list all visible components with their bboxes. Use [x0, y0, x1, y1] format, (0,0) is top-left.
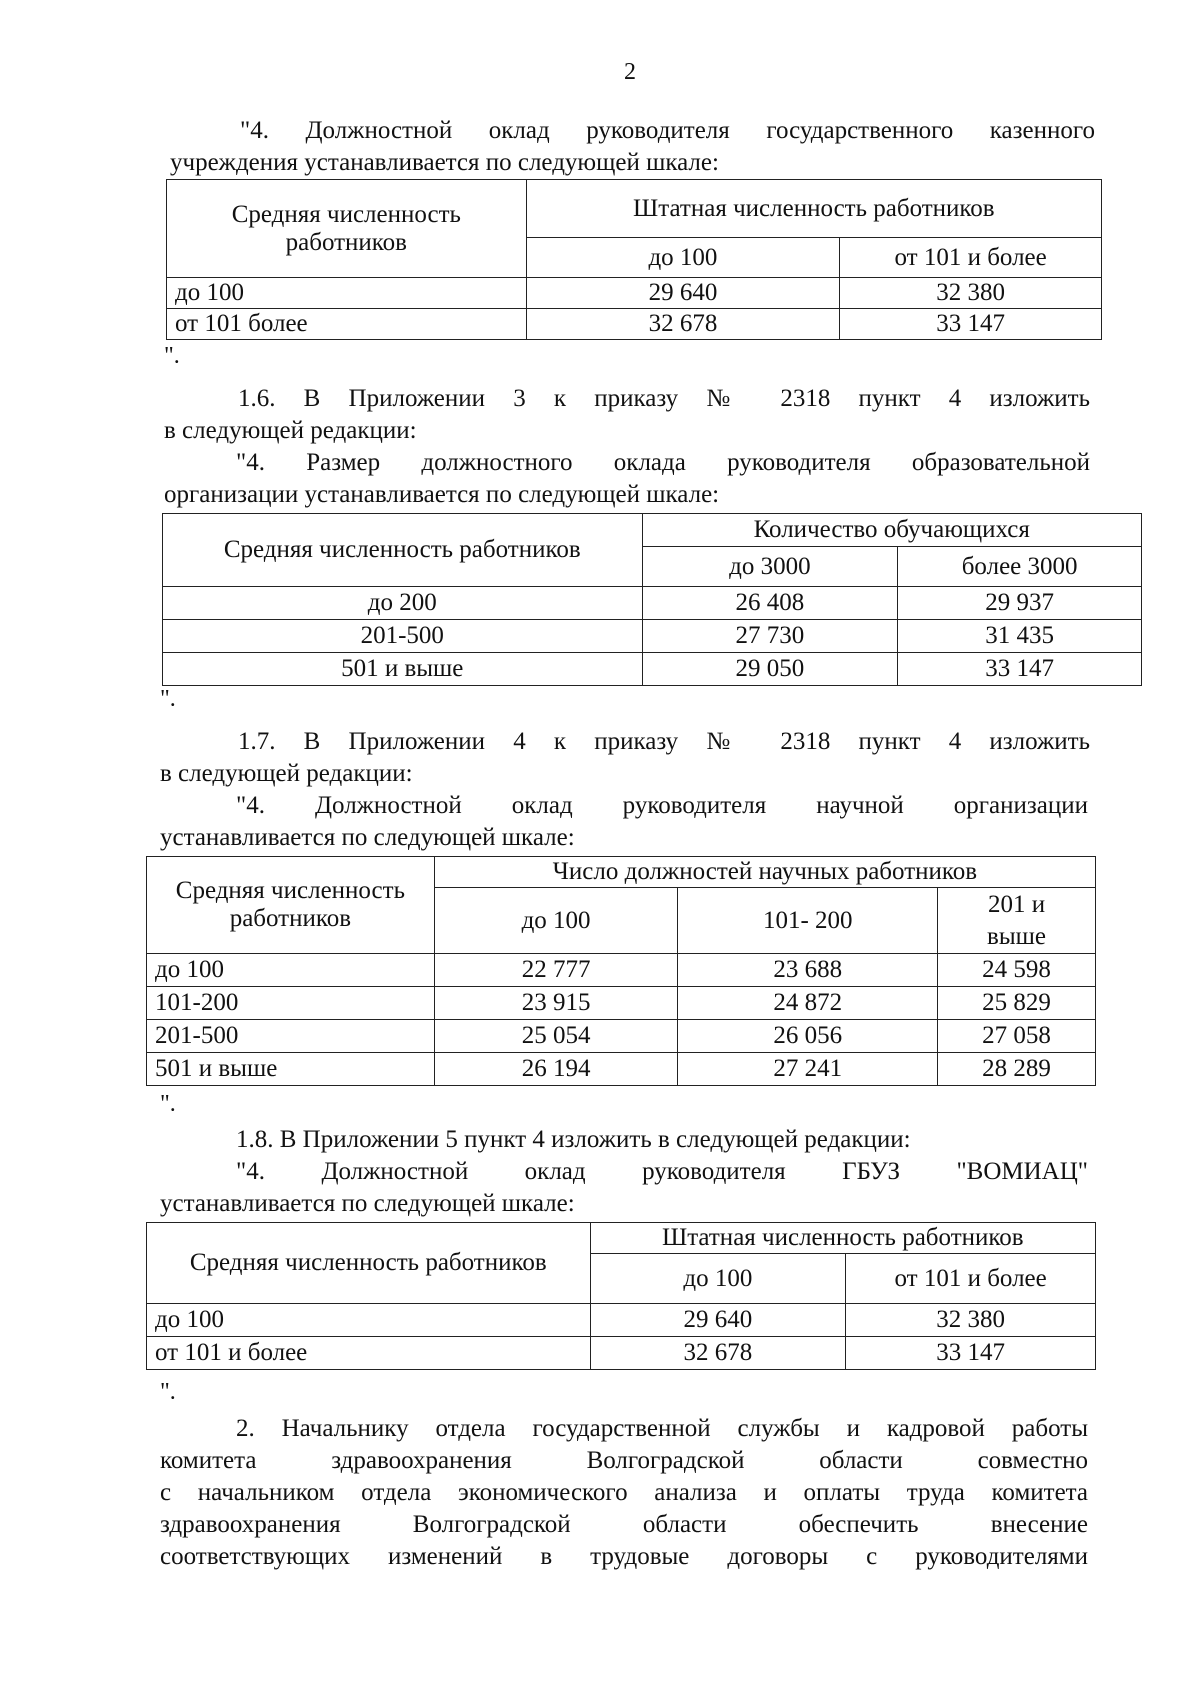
table-cell: 26 408	[642, 587, 898, 620]
table-cell: 27 241	[678, 1053, 938, 1086]
row-header: Средняя численность работников	[147, 857, 435, 954]
table-cell: 23 688	[678, 954, 938, 987]
row-label: до 100	[167, 278, 527, 309]
row-label: до 100	[147, 954, 435, 987]
row-label: 501 и выше	[163, 653, 643, 686]
row-label: от 101 и более	[147, 1337, 591, 1370]
table-cell: 25 054	[434, 1020, 678, 1053]
table-row	[163, 653, 1142, 686]
table-cell: 32 678	[590, 1337, 846, 1370]
section3-salary-table	[146, 856, 1096, 1086]
row-label: 101-200	[147, 987, 435, 1020]
table-cell: 29 640	[590, 1304, 846, 1337]
table-cell: 33 147	[840, 309, 1102, 340]
section2-item-line2: в следующей редакции:	[164, 417, 417, 444]
row-label: до 100	[147, 1304, 591, 1337]
table-row	[147, 1304, 1096, 1337]
table-row	[147, 1053, 1096, 1086]
column-header: 201 и выше	[938, 888, 1096, 954]
section4-item-line1: 1.8. В Приложении 5 пункт 4 изложить в следующей редакции:	[236, 1126, 911, 1153]
table-cell: 29 937	[898, 587, 1142, 620]
section4-salary-table	[146, 1222, 1096, 1370]
row-header: Средняя численность работников	[147, 1223, 591, 1304]
paragraph2-line4: здравоохранения Волгоградской области обеспечить внесение	[160, 1511, 1088, 1538]
section1-salary-table	[166, 179, 1102, 340]
paragraph2-line2: комитета здравоохранения Волгоградской области совместно	[160, 1447, 1088, 1474]
row-label: до 200	[163, 587, 643, 620]
closing-quote: ".	[160, 1379, 176, 1405]
section3-intro-line2: устанавливается по следующей шкале:	[160, 824, 575, 851]
table-cell: 32 380	[840, 278, 1102, 309]
table-cell: 28 289	[938, 1053, 1096, 1086]
table-row	[163, 620, 1142, 653]
paragraph2-line5: соответствующих изменений в трудовые договоры с руководителями	[160, 1543, 1088, 1570]
paragraph2-line1: 2. Начальнику отдела государственной службы и кадровой работы	[236, 1415, 1088, 1442]
table-row	[147, 1337, 1096, 1370]
closing-quote: ".	[160, 686, 176, 712]
group-header: Штатная численность работников	[590, 1223, 1095, 1254]
table-cell: 25 829	[938, 987, 1096, 1020]
closing-quote: ".	[160, 1091, 176, 1117]
table-cell: 23 915	[434, 987, 678, 1020]
page-number: 2	[624, 59, 636, 85]
table-row	[167, 278, 1102, 309]
group-header: Число должностей научных работников	[434, 857, 1095, 888]
row-label: 501 и выше	[147, 1053, 435, 1086]
section4-intro-line1: "4. Должностной оклад руководителя ГБУЗ "ВОМИАЦ"	[236, 1158, 1088, 1185]
table-cell: 24 598	[938, 954, 1096, 987]
section3-item-line2: в следующей редакции:	[160, 760, 413, 787]
paragraph2-line3: с начальником отдела экономического анализа и оплаты труда комитета	[160, 1479, 1088, 1506]
table-cell: 31 435	[898, 620, 1142, 653]
table-cell: 32 678	[526, 309, 840, 340]
section2-salary-table	[162, 513, 1142, 686]
column-header: до 100	[526, 238, 840, 278]
table-cell: 27 058	[938, 1020, 1096, 1053]
table-row	[147, 954, 1096, 987]
table-cell: 27 730	[642, 620, 898, 653]
section2-intro-line1: "4. Размер должностного оклада руководителя образовательной	[236, 449, 1090, 476]
table-cell: 29 050	[642, 653, 898, 686]
column-header: от 101 и более	[840, 238, 1102, 278]
table-row	[147, 987, 1096, 1020]
section1-intro-line2: учреждения устанавливается по следующей шкале:	[170, 149, 719, 176]
table-row	[167, 309, 1102, 340]
column-header: до 100	[434, 888, 678, 954]
column-header: от 101 и более	[846, 1254, 1096, 1304]
column-header: 101- 200	[678, 888, 938, 954]
table-cell: 33 147	[898, 653, 1142, 686]
section3-item-line1: 1.7. В Приложении 4 к приказу № 2318 пункт 4 изложить	[238, 728, 1090, 755]
row-label: от 101 более	[167, 309, 527, 340]
table-cell: 26 194	[434, 1053, 678, 1086]
table-cell: 29 640	[526, 278, 840, 309]
closing-quote: ".	[164, 343, 180, 369]
section2-intro-line2: организации устанавливается по следующей шкале:	[164, 481, 720, 508]
table-cell: 22 777	[434, 954, 678, 987]
column-header: более 3000	[898, 547, 1142, 587]
section1-intro-line1: "4. Должностной оклад руководителя государственного казенного	[240, 117, 1095, 144]
table-row	[147, 1020, 1096, 1053]
column-header: до 100	[590, 1254, 846, 1304]
table-cell: 33 147	[846, 1337, 1096, 1370]
table-cell: 26 056	[678, 1020, 938, 1053]
section4-intro-line2: устанавливается по следующей шкале:	[160, 1190, 575, 1217]
section2-item-line1: 1.6. В Приложении 3 к приказу № 2318 пункт 4 изложить	[238, 385, 1090, 412]
row-header: Средняя численность работников	[167, 180, 527, 278]
row-label: 201-500	[163, 620, 643, 653]
group-header: Штатная численность работников	[526, 180, 1101, 238]
section3-intro-line1: "4. Должностной оклад руководителя научной организации	[236, 792, 1088, 819]
table-cell: 32 380	[846, 1304, 1096, 1337]
column-header: до 3000	[642, 547, 898, 587]
table-row	[163, 587, 1142, 620]
row-header: Средняя численность работников	[163, 514, 643, 587]
table-cell: 24 872	[678, 987, 938, 1020]
row-label: 201-500	[147, 1020, 435, 1053]
group-header: Количество обучающихся	[642, 514, 1142, 547]
